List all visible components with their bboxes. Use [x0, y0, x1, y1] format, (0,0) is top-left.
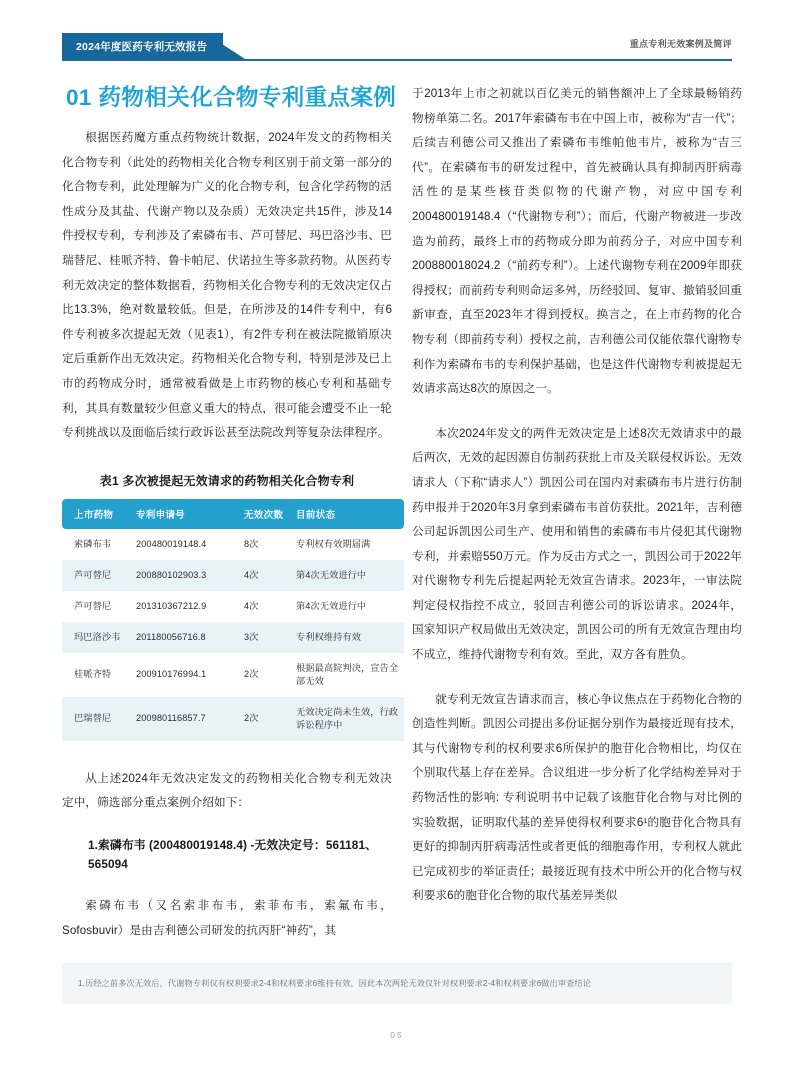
footnote-box: [62, 963, 732, 1004]
cell-count: 8次: [244, 538, 259, 549]
header-report-tab: [62, 33, 223, 59]
header-report-title: 2024年度医药专利无效报告: [76, 40, 208, 53]
table-header-row: [62, 499, 404, 529]
table-body: [62, 529, 404, 741]
case-heading-sofosbuvir: 1.索磷布韦 (200480019148.4) -无效决定号：561181、565094: [88, 837, 378, 871]
cell-appno: 200480019148.4: [136, 538, 207, 549]
cell-drug: 桂哌齐特: [74, 669, 112, 680]
table-row: [62, 529, 404, 560]
cell-appno: 201180056716.8: [136, 622, 244, 653]
paragraph-case-intro: 从上述2024年无效决定发文的药物相关化合物专利无效决定中，筛选部分重点案例介绍如下：: [62, 771, 392, 810]
table-row: [62, 653, 404, 697]
paragraph-right-3: 就专利无效宣告请求而言，核心争议焦点在于药物化合物的创造性判断。凯因公司提出多份证据分别作为最接近现有技术，其与代谢物专利的权利要求6所保护的胞苷化合物相比，均仅在个别取代基上存在差异。合议组进一步分析了化学结构差异对于药物活性的影响: 专利说明书中记载了该胞苷化合物与对比例的实验数据，证明取代基的差异使得权利要求6¹的胞苷化合物具有更好的抑制丙肝病毒活性或者更低的细胞毒作用，专利权人就此已完成初步的举证责任；最接近现有技术中所公开的化合物与权利要求6的胞苷化合物的取代基差异类似: [412, 692, 742, 903]
cell-status: 专利权维持有效: [296, 622, 404, 653]
cell-count: 4次: [244, 560, 296, 591]
column-header-status: 目前状态: [296, 499, 404, 529]
cell-drug: 玛巴洛沙韦: [62, 622, 136, 653]
header-divider: [62, 59, 732, 61]
left-column: [62, 126, 399, 943]
table-row: [62, 697, 404, 741]
cell-drug: 索磷布韦: [74, 538, 112, 549]
page-title: 01 药物相关化合物专利重点案例: [66, 85, 397, 110]
paragraph-right-1: 于2013年上市之初就以百亿美元的销售额冲上了全球最畅销药物榜单第二名。2017年索磷布韦在中国上市，被称为“吉一代”；后续吉利德公司又推出了索磷布韦维帕他韦片，被称为“吉三代”。在索磷布韦的研发过程中，首先被确认具有抑制丙肝病毒活性的是某些核苷类似物的代谢产物，对应中国专利200480019148.4（“代谢物专利”）；而后，代谢产物被进一步改造为前药，最终上市的药物成分即为前药分子，对应中国专利200880018024.2（“前药专利”）。上述代谢物专利在2009年即获得授权；而前药专利则命运多舛，历经驳回、复审、撤销驳回重新审查，直至2023年才得到授权。换言之，在上市药物的化合物专利（即前药专利）授权之前，吉利德公司仅能依靠代谢物专利作为索磷布韦的专利保护基础，也是这件代谢物专利被提起无效请求高达8次的原因之一。: [412, 87, 742, 396]
cell-drug: 巴瑞替尼: [62, 697, 136, 741]
paragraph-right-2: 本次2024年发文的两件无效决定是上述8次无效请求中的最后两次，无效的起因源自仿制药获批上市及关联侵权诉讼。无效请求人（下称“请求人”）凯因公司在国内对索磷布韦片进行仿制药申报并于2020年3月拿到索磷布韦首仿获批。2021年，吉利德公司起诉凯因公司生产、使用和销售的索磷布韦片侵犯其代谢物专利，并索赔550万元。作为反击方式之一，凯因公司于2022年对代谢物专利先后提起两轮无效宣告请求。2023年，一审法院判定侵权指控不成立，驳回吉利德公司的诉讼请求。2024年，国家知识产权局做出无效决定，凯因公司的所有无效宣告理由均不成立，维持代谢物专利有效。至此，双方各有胜负。: [412, 426, 742, 662]
column-header-count: 无效次数: [244, 499, 296, 529]
cell-count: 3次: [244, 622, 296, 653]
table-row: [62, 560, 404, 591]
cell-count: 2次: [244, 669, 259, 680]
footnote-text: 1.历经之前多次无效后，代谢物专利仅有权利要求2-4和权利要求6维持有效，因此本次两轮无效仅针对权利要求2-4和权利要求6做出审查结论: [78, 979, 591, 988]
cell-appno: 200980116857.7: [136, 697, 244, 741]
paragraph-sofosbuvir: 索磷布韦（又名索非布韦，索菲布韦，索氟布韦，Sofosbuvir）是由吉利德公司研发的抗丙肝“神药”，其: [62, 898, 392, 937]
column-header-drug: 上市药物: [62, 499, 136, 529]
cell-status: 专利权有效期届满: [296, 538, 371, 549]
cell-appno: 201310367212.9: [136, 600, 207, 611]
page-header: [0, 28, 794, 68]
cell-appno: 200880102903.3: [136, 560, 244, 591]
table-row: [62, 622, 404, 653]
column-header-appno: 专利申请号: [136, 499, 244, 529]
cell-status: 第4次无效进行中: [296, 560, 404, 591]
cell-status: 第4次无效进行中: [296, 600, 367, 611]
paragraph-intro: 根据医药魔方重点药物统计数据，2024年发文的药物相关化合物专利（此处的药物相关化合物专利区别于前文第一部分的化合物专利，此处理解为广义的化合物专利，包含化学药物的活性成分及其盐、代谢产物以及杂质）无效决定共15件，涉及14件授权专利，专利涉及了索磷布韦、芦可替尼、玛巴洛沙韦、巴瑞替尼、桂哌齐特、鲁卡帕尼、伏诺拉生等多款药物。从医药专利无效决定的整体数据看，药物相关化合物专利的无效决定仅占比13.3%，绝对数量较低。但是，在所涉及的14件专利中，有6件专利被多次提起无效（见表1），有2件专利在被法院撤销原决定后重新作出无效决定。药物相关化合物专利，特别是涉及已上市的药物成分时，通常被看做是上市药物的核心专利和基础专利，其具有数量较少但意义重大的特点，很可能会遭受不止一轮专利挑战以及面临后续行政诉讼甚至法院改判等复杂法律程序。: [62, 131, 392, 440]
cell-status: 无效决定尚未生效，行政诉讼程序中: [296, 697, 404, 741]
right-column: [412, 82, 742, 909]
cell-drug: 芦可替尼: [74, 600, 112, 611]
cell-appno: 200910176994.1: [136, 669, 207, 680]
cell-drug: 芦可替尼: [62, 560, 136, 591]
table-caption: 表1 多次被提起无效请求的药物相关化合物专利: [99, 473, 355, 488]
cell-status: 根据最高院判决，宣告全部无效: [296, 662, 399, 686]
table-row: [62, 591, 404, 622]
cell-count: 4次: [244, 600, 259, 611]
cell-count: 2次: [244, 697, 296, 741]
page-number: 05: [390, 1030, 404, 1040]
patent-table: [62, 499, 404, 741]
table-head: [62, 499, 404, 529]
header-section-label: 重点专利无效案例及简评: [629, 39, 732, 49]
